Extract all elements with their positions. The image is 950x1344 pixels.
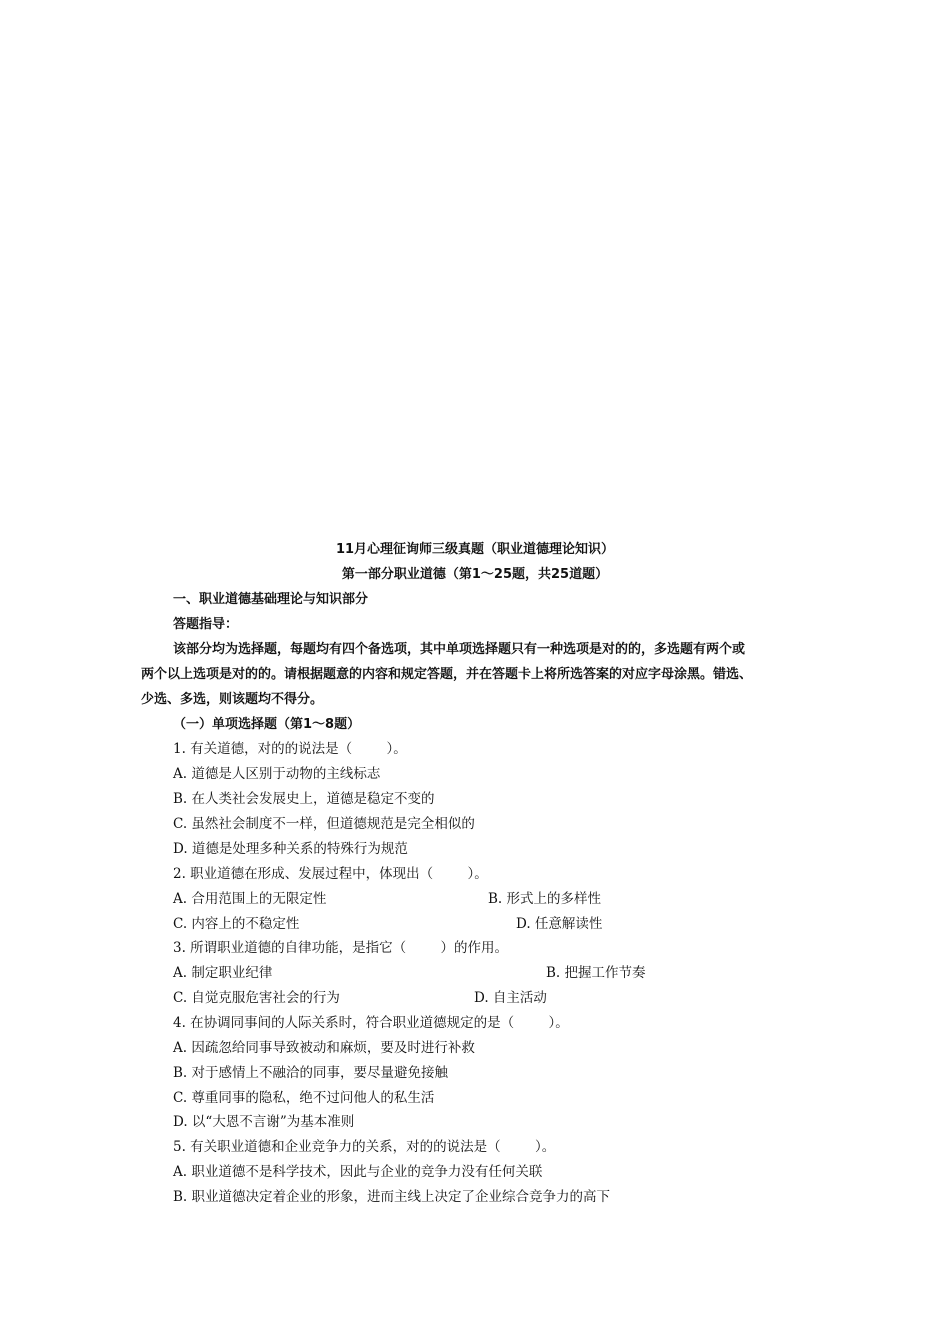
- question-option: A. 制定职业纪律: [173, 965, 273, 981]
- question-stem: 2. 职业道德在形成、发展过程中，体现出（ ）。: [173, 866, 488, 882]
- question-option: A. 合用范围上的无限定性: [173, 891, 327, 907]
- guidance-line: 该部分均为选择题，每题均有四个备选项，其中单项选择题只有一种选项是对的的，多选题有两个或: [173, 642, 746, 657]
- question-option: C. 内容上的不稳定性: [173, 916, 300, 932]
- guidance-line: 两个以上选项是对的的。请根据题意的内容和规定答题，并在答题卡上将所选答案的对应字母涂黑。错选、: [141, 667, 753, 682]
- question-option: D. 任意解读性: [516, 916, 603, 932]
- question-stem: 1. 有关道德，对的的说法是（ ）。: [173, 741, 407, 757]
- question-option: C. 尊重同事的隐私，绝不过问他人的私生活: [173, 1090, 435, 1106]
- guidance-line: 少选、多选，则该题均不得分。: [141, 692, 324, 707]
- question-option: A. 道德是人区别于动物的主线标志: [173, 766, 381, 782]
- part-title: 第一部分职业道德（第1～25题，共25道题）: [341, 567, 609, 582]
- question-option: B. 在人类社会发展史上，道德是稳定不变的: [173, 791, 435, 807]
- question-option: B. 形式上的多样性: [488, 891, 602, 907]
- question-option: C. 虽然社会制度不一样，但道德规范是完全相似的: [173, 816, 475, 832]
- question-option: B. 职业道德决定着企业的形象，进而主线上决定了企业综合竞争力的高下: [173, 1189, 611, 1205]
- question-option: D. 自主活动: [474, 990, 547, 1006]
- question-option: D. 道德是处理多种关系的特殊行为规范: [173, 841, 408, 857]
- question-option: A. 职业道德不是科学技术，因此与企业的竞争力没有任何关联: [173, 1164, 543, 1180]
- document-title: 11月心理征询师三级真题（职业道德理论知识）: [335, 542, 615, 557]
- question-option: A. 因疏忽给同事导致被动和麻烦，要及时进行补救: [173, 1040, 475, 1056]
- question-option: C. 自觉克服危害社会的行为: [173, 990, 340, 1006]
- question-stem: 3. 所谓职业道德的自律功能，是指它（ ）的作用。: [173, 940, 509, 956]
- question-option: B. 对于感情上不融洽的同事，要尽量避免接触: [173, 1065, 449, 1081]
- question-option: D. 以“大恩不言谢”为基本准则: [173, 1114, 355, 1130]
- guidance-label: 答题指导：: [173, 617, 239, 632]
- question-stem: 5. 有关职业道德和企业竞争力的关系，对的的说法是（ ）。: [173, 1139, 556, 1155]
- question-option: B. 把握工作节奏: [546, 965, 646, 981]
- question-stem: 4. 在协调同事间的人际关系时，符合职业道德规定的是（ ）。: [173, 1015, 569, 1031]
- section-heading: 一、职业道德基础理论与知识部分: [173, 592, 369, 607]
- subsection-heading: （一）单项选择题（第1～8题）: [173, 717, 361, 732]
